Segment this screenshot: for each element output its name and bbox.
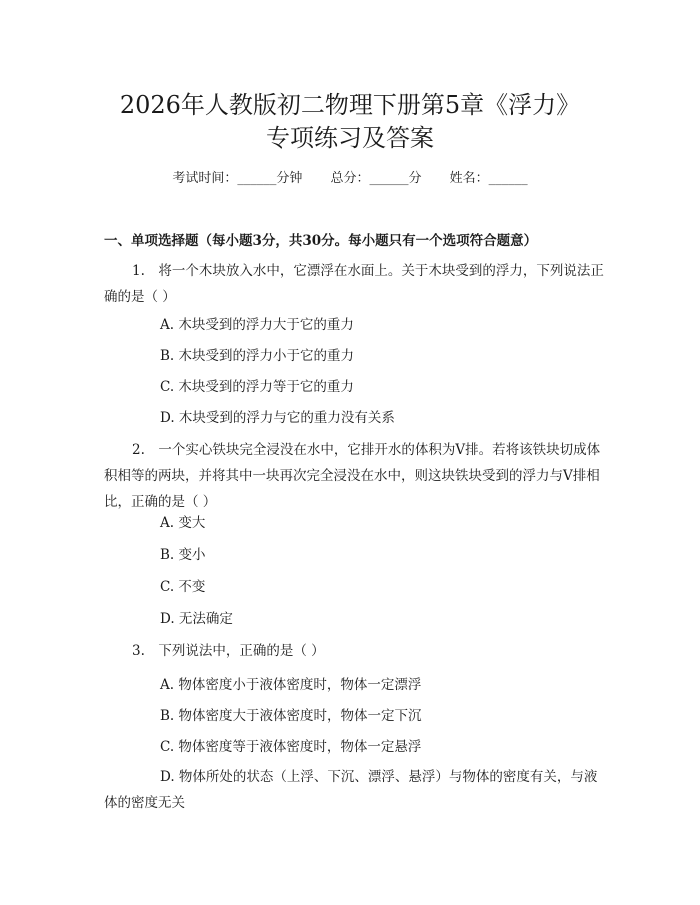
question-stem: 3. 下列说法中，正确的是（ ） [132, 643, 325, 659]
student-name-field: 姓名：______ [449, 171, 528, 186]
question-stem: 1. 将一个木块放入水中，它漂浮在水面上。关于木块受到的浮力，下列说法正确的是（ ） [104, 263, 604, 305]
option-item: D. 物体所处的状态（上浮、下沉、漂浮、悬浮）与物体的密度有关，与液体的密度无关 [104, 769, 598, 811]
total-score-field: 总分：______分 [330, 171, 422, 186]
exam-info-row [0, 167, 700, 186]
option-item: A. 物体密度小于液体密度时，物体一定漂浮 [160, 677, 422, 693]
option-item: C. 物体密度等于液体密度时，物体一定悬浮 [160, 739, 422, 755]
exam-time-field: 考试时间：______分钟 [172, 171, 303, 186]
option-item: D. 木块受到的浮力与它的重力没有关系 [160, 410, 395, 426]
section-heading: 一、单项选择题（每小题3分，共30分。每小题只有一个选项符合题意） [104, 233, 538, 249]
option-item: A. 木块受到的浮力大于它的重力 [160, 317, 354, 333]
option-item: B. 木块受到的浮力小于它的重力 [160, 348, 355, 364]
document-title-line2: 专项练习及答案 [266, 124, 434, 152]
option-item: A. 变大 [160, 515, 206, 531]
document-title-line1: 2026年人教版初二物理下册第5章《浮力》 [119, 91, 581, 119]
option-item: B. 物体密度大于液体密度时，物体一定下沉 [160, 708, 422, 724]
option-item: B. 变小 [160, 547, 206, 563]
question-stem: 2. 一个实心铁块完全浸没在水中，它排开水的体积为V排。若将该铁块切成体积相等的两块，并将其中一块再次完全浸没在水中，则这块铁块受到的浮力与V排相比，正确的是（ ） [104, 442, 601, 510]
option-item: C. 不变 [160, 579, 206, 595]
option-item: C. 木块受到的浮力等于它的重力 [160, 379, 354, 395]
option-item: D. 无法确定 [160, 611, 233, 627]
